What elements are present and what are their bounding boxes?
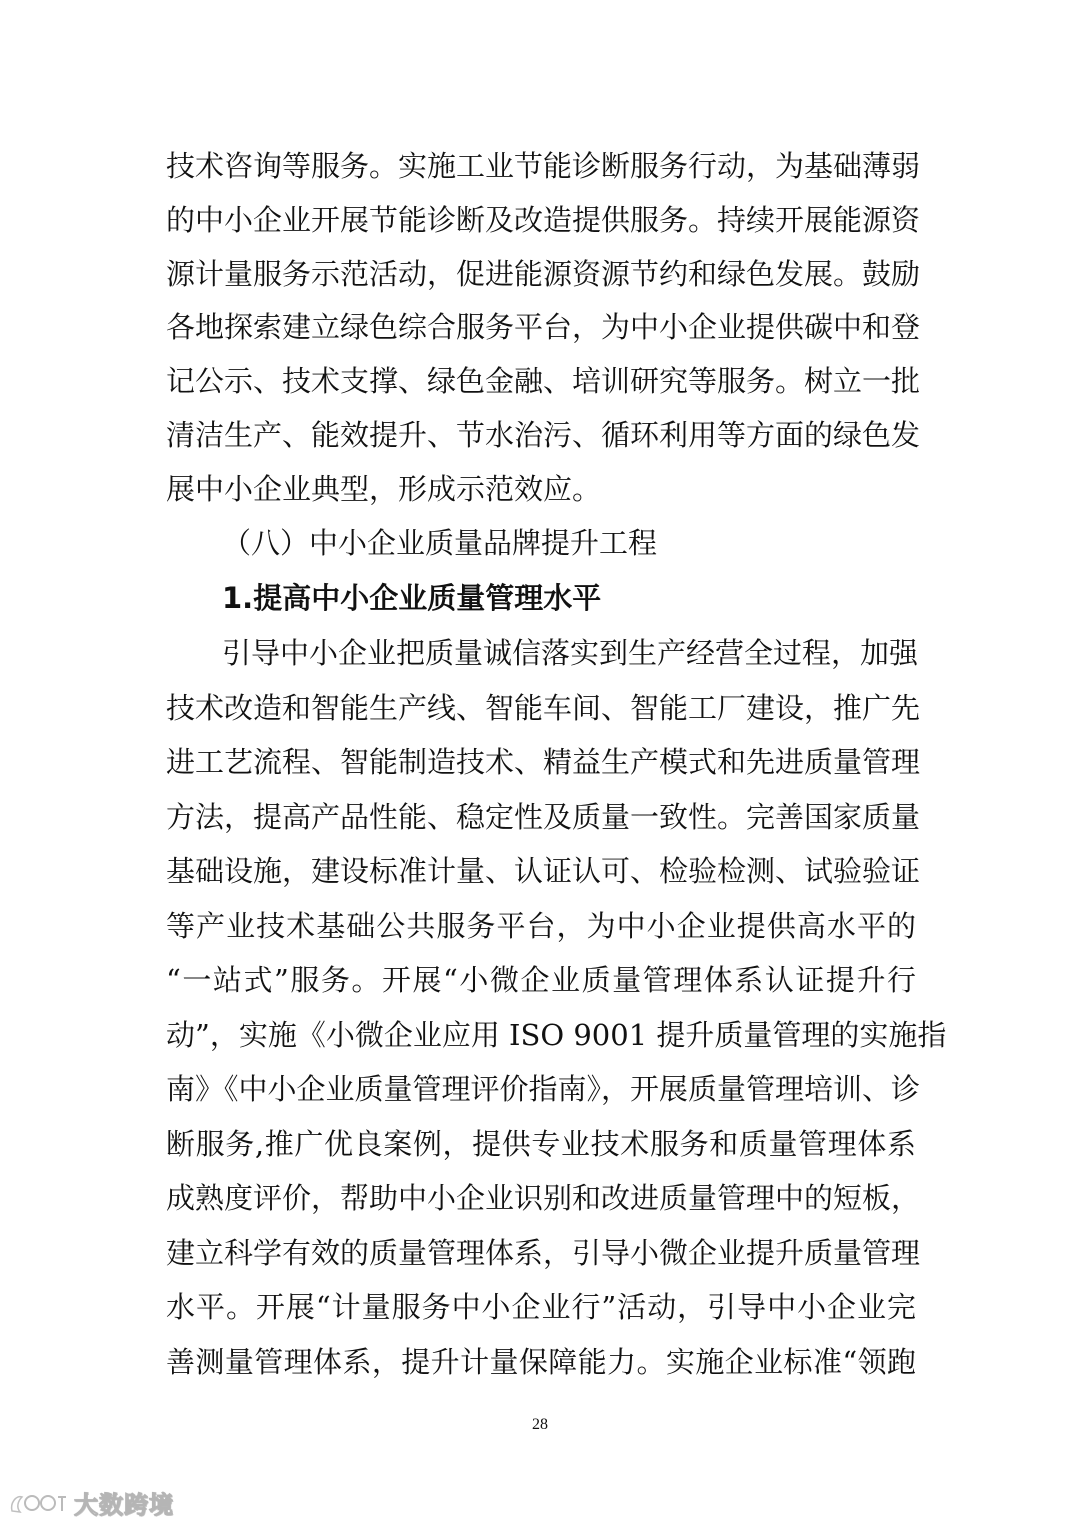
paragraph-2-line: 方法，提高产品性能、稳定性及质量一致性。完善国家质量 (166, 800, 921, 834)
paragraph-1-line: 源计量服务示范活动，促进能源资源节约和绿色发展。鼓励 (166, 257, 921, 291)
watermark-logo-icon (8, 1487, 70, 1517)
paragraph-2-line: 南》《中小企业质量管理评价指南》，开展质量管理培训、诊 (166, 1072, 921, 1106)
paragraph-1-line: 清洁生产、能效提升、节水治污、循环利用等方面的绿色发 (166, 418, 921, 452)
paragraph-2-line: 进工艺流程、智能制造技术、精益生产模式和先进质量管理 (166, 745, 921, 779)
paragraph-2-line: “一站式”服务。开展“小微企业质量管理体系认证提升行 (166, 963, 916, 997)
paragraph-1-line: 的中小企业开展节能诊断及改造提供服务。持续开展能源资 (166, 203, 921, 237)
paragraph-2-line: 建立科学有效的质量管理体系，引导小微企业提升质量管理 (166, 1236, 921, 1270)
page-number: 28 (532, 1416, 548, 1433)
paragraph-2-line: 断服务,推广优良案例，提供专业技术服务和质量管理体系 (166, 1127, 916, 1161)
paragraph-2-line: 成熟度评价，帮助中小企业识别和改进质量管理中的短板， (166, 1181, 921, 1215)
watermark (8, 1485, 174, 1519)
subsection-heading: 1.提高中小企业质量管理水平 (222, 581, 602, 615)
paragraph-2-line: 等产业技术基础公共服务平台，为中小企业提供高水平的 (166, 909, 916, 943)
watermark-text: 大数跨境 (74, 1490, 174, 1519)
paragraph-1-line: 各地探索建立绿色综合服务平台，为中小企业提供碳中和登 (166, 310, 921, 344)
paragraph-2-line: 善测量管理体系，提升计量保障能力。实施企业标准“领跑 (166, 1345, 916, 1379)
paragraph-1-line: 展中小企业典型，形成示范效应。 (166, 472, 602, 506)
paragraph-2-line: 技术改造和智能生产线、智能车间、智能工厂建设，推广先 (166, 691, 921, 725)
paragraph-1-line: 记公示、技术支撑、绿色金融、培训研究等服务。树立一批 (166, 364, 921, 398)
section-heading: （八）中小企业质量品牌提升工程 (222, 526, 658, 560)
paragraph-1-line: 技术咨询等服务。实施工业节能诊断服务行动，为基础薄弱 (166, 149, 921, 183)
paragraph-2-line: 引导中小企业把质量诚信落实到生产经营全过程，加强 (222, 636, 919, 670)
paragraph-2-line: 水平。开展“计量服务中小企业行”活动，引导中小企业完 (166, 1290, 916, 1324)
paragraph-2-line: 基础设施，建设标准计量、认证认可、检验检测、试验验证 (166, 854, 921, 888)
paragraph-2-line: 动”，实施《小微企业应用 ISO 9001 提升质量管理的实施指 (166, 1018, 947, 1052)
